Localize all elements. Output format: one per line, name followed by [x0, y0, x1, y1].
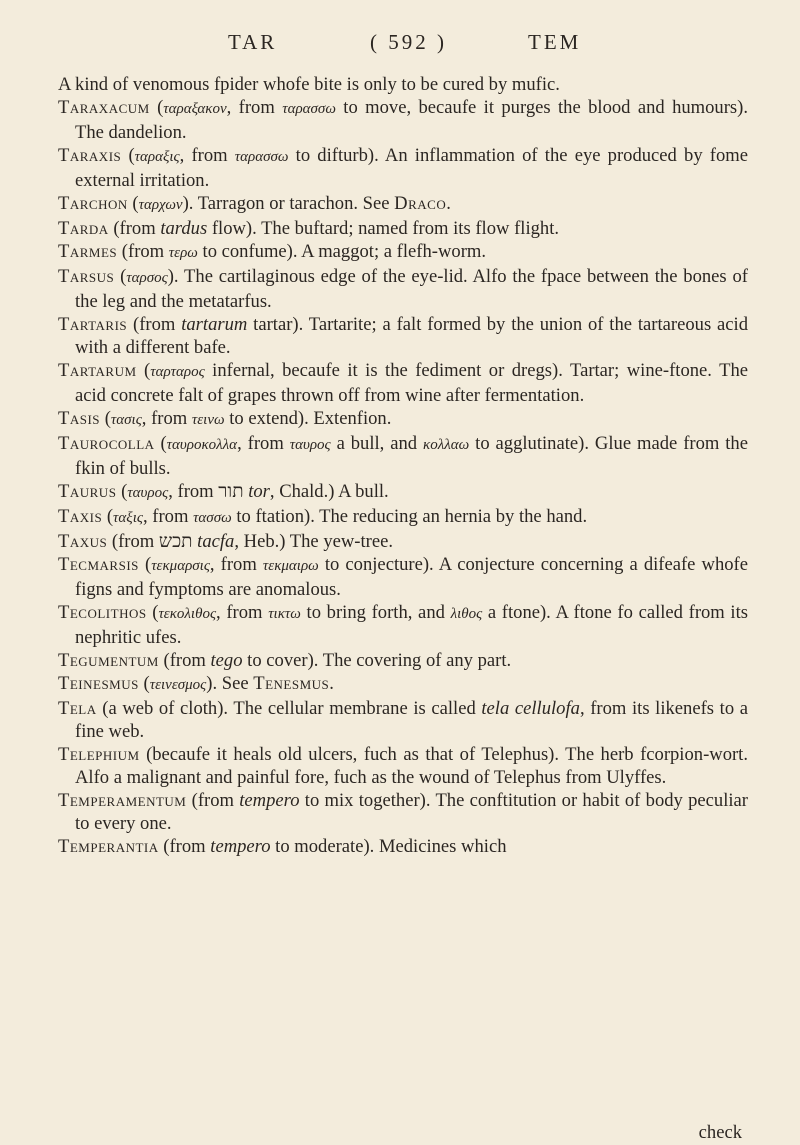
- entry-headword: Tarchon: [58, 193, 128, 214]
- latin-term: tartarum: [181, 314, 248, 335]
- dictionary-entry: Taurocolla (ταυροκολλα, from ταυρος a bull, and κολλαω to agglutinate). Glue made from the fkin of bulls.: [58, 433, 748, 479]
- dictionary-entry: Temperantia (from tempero to moderate). Medicines which: [58, 836, 507, 857]
- dictionary-entry: Teinesmus (τεινεσμος). See Tenesmus.: [58, 673, 334, 694]
- latin-term: tor: [248, 481, 270, 502]
- entry-headword: Taxis: [58, 506, 103, 527]
- entry-headword: Teinesmus: [58, 673, 139, 694]
- entry-headword: Taurocolla: [58, 433, 155, 454]
- entry-headword: Taraxis: [58, 145, 122, 166]
- greek-term: ταραξακον: [163, 101, 227, 117]
- greek-term: τεκμαρσις: [151, 558, 210, 574]
- dictionary-entry: Taraxis (ταραξις, from ταρασσω to difturb). An inflammation of the eye produced by fome external irritation.: [58, 145, 748, 191]
- greek-term: ταρχων: [138, 197, 183, 213]
- header-right: TEM: [528, 30, 582, 54]
- dictionary-entry: Tasis (τασις, from τεινω to extend). Extenfion.: [58, 408, 392, 429]
- latin-term: tardus: [160, 218, 208, 239]
- entry-headword: Taxus: [58, 531, 108, 552]
- greek-term: ταυρος: [127, 485, 169, 501]
- latin-term: tacfa: [197, 531, 235, 552]
- dictionary-entry: Tartarum (ταρταρος infernal, becaufe it is the fediment or dregs). Tartar; wine-ftone. The acid concrete falt of grapes thrown off from wine after fermentation.: [58, 360, 748, 406]
- entry-headword: Tarmes: [58, 241, 118, 262]
- greek-term: ταυρος: [289, 437, 331, 453]
- entry-headword: Tarda: [58, 218, 109, 239]
- greek-term: τερω: [168, 245, 198, 261]
- dictionary-entry: Tecolithos (τεκολιθος, from τικτω to bring forth, and λιθος a ftone). A ftone fo called from its nephritic ufes.: [58, 602, 749, 648]
- entry-headword: Tasis: [58, 408, 101, 429]
- dictionary-entry: Telephium (becaufe it heals old ulcers, fuch as that of Telephus). The herb fcorpion-wort. Alfo a malignant and painful fore, fuch as the wound of Telephus from Ulyffes.: [58, 744, 748, 788]
- entry-headword: Temperamentum: [58, 790, 187, 811]
- entry-headword: Tela: [58, 698, 97, 719]
- dictionary-entry: Tecmarsis (τεκμαρσις, from τεκμαιρω to conjecture). A conjecture concerning a difeafe whofe figns and fymptoms are anomalous.: [58, 554, 748, 600]
- entry-headword: Tecolithos: [58, 602, 147, 623]
- running-header: [0, 30, 800, 60]
- header-left: TAR: [228, 30, 278, 54]
- greek-term: κολλαω: [423, 437, 470, 453]
- dictionary-entry: Tarda (from tardus flow). The buftard; named from its flow flight.: [58, 218, 560, 239]
- greek-term: ταρασσω: [282, 101, 336, 117]
- greek-term: τεκμαιρω: [262, 558, 319, 574]
- greek-term: τασσω: [193, 510, 232, 526]
- greek-term: τασις: [110, 412, 142, 428]
- dictionary-entry: Tarmes (from τερω to confume). A maggot; a flefh-worm.: [58, 241, 487, 262]
- greek-term: ταξις: [113, 510, 143, 526]
- catchword: check: [698, 1122, 742, 1143]
- greek-term: τεινω: [191, 412, 225, 428]
- greek-term: ταρσος: [126, 270, 168, 286]
- entry-headword: Telephium: [58, 744, 140, 765]
- greek-term: λιθος: [450, 606, 483, 622]
- greek-term: τικτω: [268, 606, 301, 622]
- cross-reference: Draco: [394, 193, 447, 214]
- latin-term: tela cellulofa: [481, 698, 580, 719]
- dictionary-entry: Temperamentum (from tempero to mix together). The conftitution or habit of body peculiar to every one.: [58, 790, 748, 834]
- dictionary-entry: Tarsus (ταρσος). The cartilaginous edge of the eye-lid. Alfo the fpace between the bones of the leg and the metatarfus.: [58, 266, 748, 312]
- entry-headword: Tegumentum: [58, 650, 159, 671]
- latin-term: tego: [210, 650, 243, 671]
- greek-term: ταραξις: [134, 149, 180, 165]
- dictionary-entry: Tarchon (ταρχων). Tarragon or tarachon. See Draco.: [58, 193, 451, 214]
- entry-headword: Tarsus: [58, 266, 115, 287]
- dictionary-entry: Taxus (from תכש tacfa, Heb.) The yew-tree.: [58, 531, 394, 552]
- dictionary-entry: Tartaris (from tartarum tartar). Tartarite; a falt formed by the union of the tartareous acid with a different bafe.: [58, 314, 748, 358]
- entry-headword: Taurus: [58, 481, 117, 502]
- dictionary-entry: Taraxacum (ταραξακον, from ταρασσω to move, becaufe it purges the blood and humours). The dandelion.: [58, 97, 748, 143]
- greek-term: ταρασσω: [234, 149, 289, 165]
- entry-headword: Temperantia: [58, 836, 159, 857]
- greek-term: ταυροκολλα: [166, 437, 238, 453]
- latin-term: tempero: [210, 836, 271, 857]
- entry-list: [58, 73, 748, 858]
- latin-term: tempero: [239, 790, 300, 811]
- entry-headword: Tartaris: [58, 314, 128, 335]
- dictionary-entry: Tela (a web of cloth). The cellular membrane is called tela cellulofa, from its likenefs to a fine web.: [58, 698, 748, 742]
- dictionary-entry: Taurus (ταυρος, from תור tor, Chald.) A bull.: [58, 481, 389, 502]
- entry-headword: Tartarum: [58, 360, 137, 381]
- dictionary-entry: A kind of venomous fpider whofe bite is only to be cured by mufic.: [58, 74, 560, 95]
- cross-reference: Tenesmus: [253, 673, 330, 694]
- greek-term: τεκολιθος: [158, 606, 217, 622]
- entry-headword: Taraxacum: [58, 97, 150, 118]
- greek-term: τεινεσμος: [149, 677, 207, 693]
- page-number: ( 592 ): [370, 30, 447, 54]
- dictionary-entry: Tegumentum (from tego to cover). The covering of any part.: [58, 650, 512, 671]
- greek-term: ταρταρος: [150, 364, 205, 380]
- entry-headword: Tecmarsis: [58, 554, 139, 575]
- dictionary-entry: Taxis (ταξις, from τασσω to ftation). The reducing an hernia by the hand.: [58, 506, 588, 527]
